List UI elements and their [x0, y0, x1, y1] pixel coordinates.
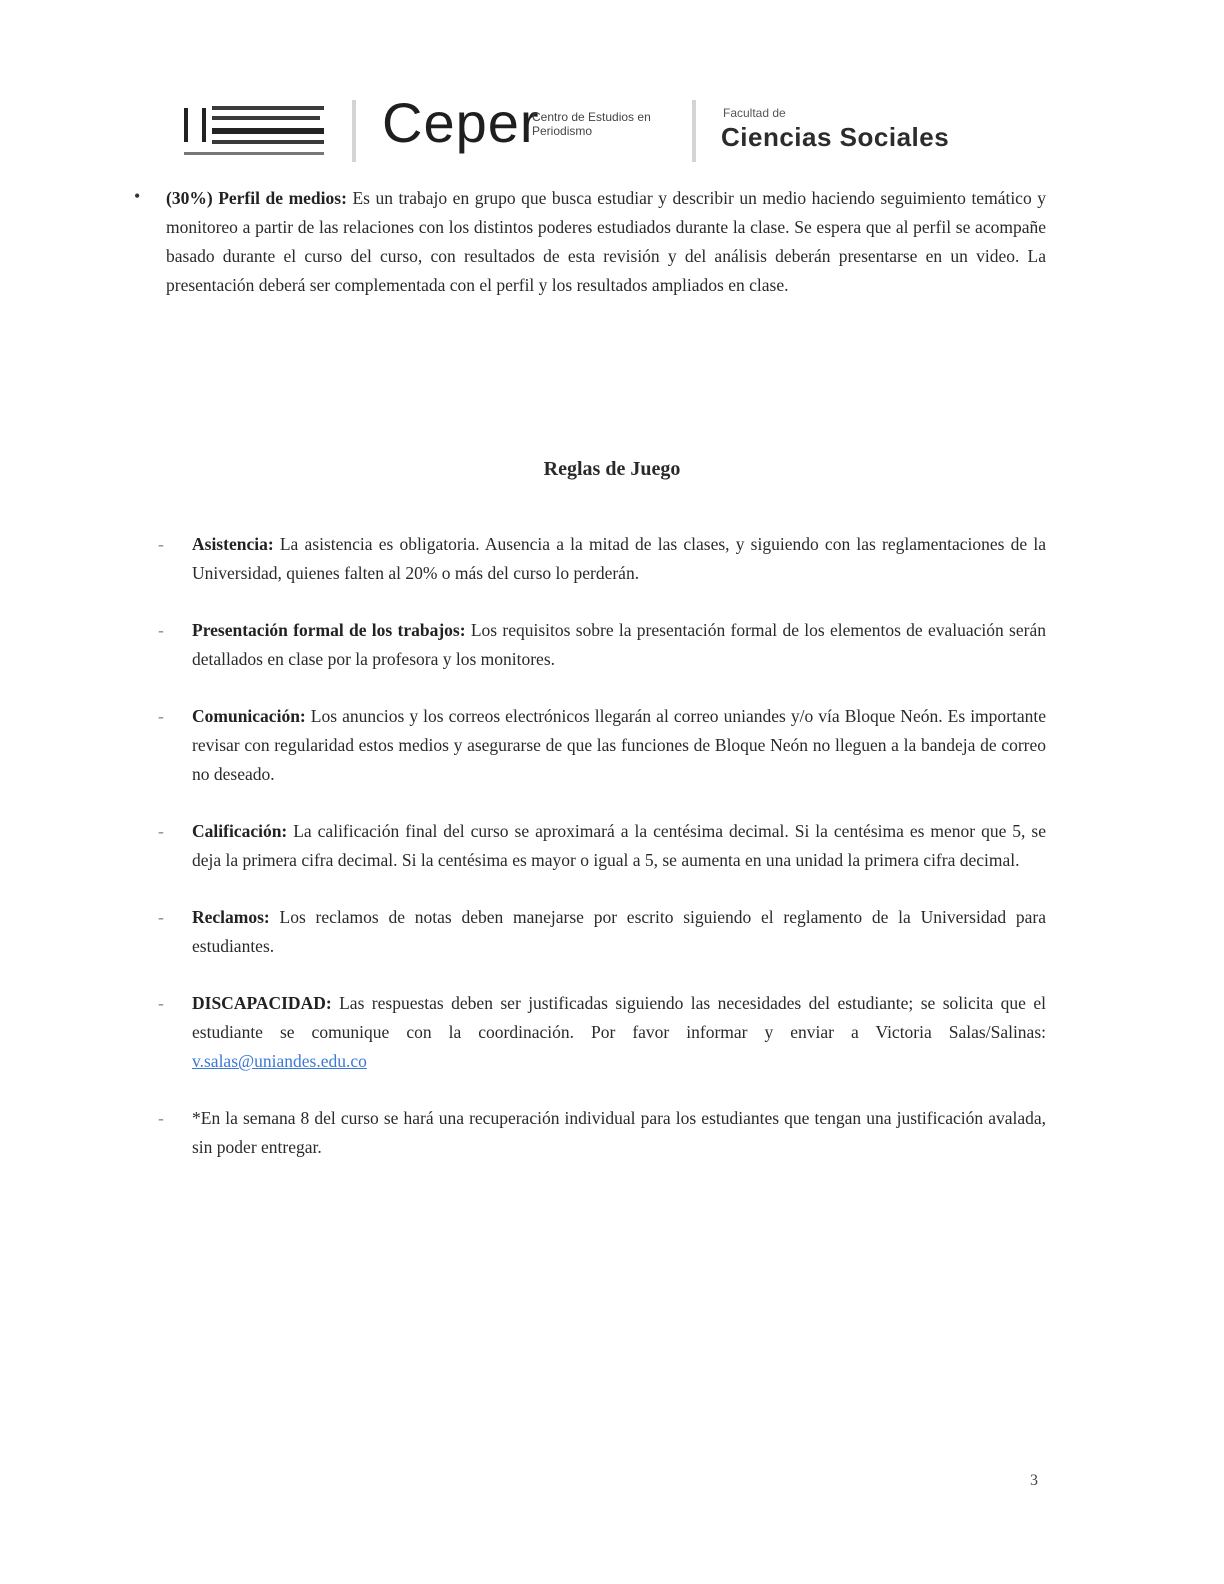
- dash-bullet: -: [158, 534, 164, 554]
- dash-bullet: -: [158, 1108, 164, 1128]
- department-label: Facultad de: [723, 106, 786, 120]
- contact-email-link[interactable]: v.salas@uniandes.edu.co: [192, 1051, 367, 1071]
- rule-label: Reclamos:: [192, 907, 270, 927]
- rule-text: Los reclamos de notas deben manejarse por escrito siguiendo el reglamento de la Universidad para estudiantes.: [192, 907, 1046, 956]
- rule-label: Asistencia:: [192, 534, 274, 554]
- evaluation-text: Es un trabajo en grupo que busca estudiar y describir un medio haciendo seguimiento temático y monitoreo a partir de las relaciones con los distintos poderes estudiados durante la clase. Se espera que al perfil se acompañe basado durante el curso del curso, con resultados de esta revisión y del análisis deberán presentarse en un video. La presentación deberá ser complementada con el perfil y los resultados ampliados en clase.: [166, 188, 1046, 295]
- rule-recovery-note: [158, 1104, 1046, 1162]
- rule-text: *En la semana 8 del curso se hará una recuperación individual para los estudiantes que tengan una justificación avalada, sin poder entregar.: [192, 1108, 1046, 1157]
- section-title: Reglas de Juego: [543, 458, 681, 480]
- evaluation-paragraph: [166, 184, 1046, 300]
- rule-text: Los anuncios y los correos electrónicos llegarán al correo uniandes y/o vía Bloque Neón. Es importante revisar con regularidad estos medios y asegurarse de que las funciones de Bloque Neón no lleguen a la bandeja de correo no deseado.: [192, 706, 1046, 784]
- rule-label: Comunicación:: [192, 706, 306, 726]
- university-logo: [182, 102, 327, 158]
- dash-bullet: -: [158, 620, 164, 640]
- rule-grading: [158, 817, 1046, 875]
- ceper-logo-text: Ceper: [382, 91, 540, 154]
- header-divider: [352, 100, 356, 162]
- dash-bullet: -: [158, 907, 164, 927]
- rule-communication: [158, 702, 1046, 789]
- dash-bullet: -: [158, 993, 164, 1013]
- page-number: 3: [1030, 1472, 1038, 1489]
- rule-text: La asistencia es obligatoria. Ausencia a la mitad de las clases, y siguiendo con las reglamentaciones de la Universidad, quienes falten al 20% o más del curso lo perderán.: [192, 534, 1046, 583]
- rule-label: DISCAPACIDAD:: [192, 993, 332, 1013]
- header-logos: [176, 91, 1006, 166]
- ceper-subtitle: Centro de Estudios en Periodismo: [532, 110, 651, 138]
- dash-bullet: -: [158, 821, 164, 841]
- evaluation-label: (30%) Perfil de medios:: [166, 188, 347, 208]
- rule-disability: [158, 989, 1046, 1076]
- dash-bullet: -: [158, 706, 164, 726]
- rule-attendance: [158, 530, 1046, 588]
- bullet-icon: •: [134, 186, 141, 206]
- rule-label: Calificación:: [192, 821, 288, 841]
- rules-list: [158, 530, 1046, 1190]
- university-shield-icon: [184, 108, 206, 142]
- header-divider: [692, 100, 696, 162]
- rule-text: La calificación final del curso se aproximará a la centésima decimal. Si la centésima es menor que 5, se deja la primera cifra decimal. Si la centésima es mayor o igual a 5, se aumenta en una unidad la primera cifra decimal.: [192, 821, 1046, 870]
- rule-formal-presentation: [158, 616, 1046, 674]
- department-name: Ciencias Sociales: [721, 122, 950, 152]
- rule-claims: [158, 903, 1046, 961]
- rule-text: Las respuestas deben ser justificadas siguiendo las necesidades del estudiante; se solicita que el estudiante se comunique con la coordinación. Por favor informar y enviar a Victoria Salas/Salinas:: [192, 993, 1046, 1042]
- evaluation-item: [134, 184, 1046, 300]
- rule-text: Los requisitos sobre la presentación formal de los elementos de evaluación serán detallados en clase por la profesora y los monitores.: [192, 620, 1046, 669]
- rule-label: Presentación formal de los trabajos:: [192, 620, 466, 640]
